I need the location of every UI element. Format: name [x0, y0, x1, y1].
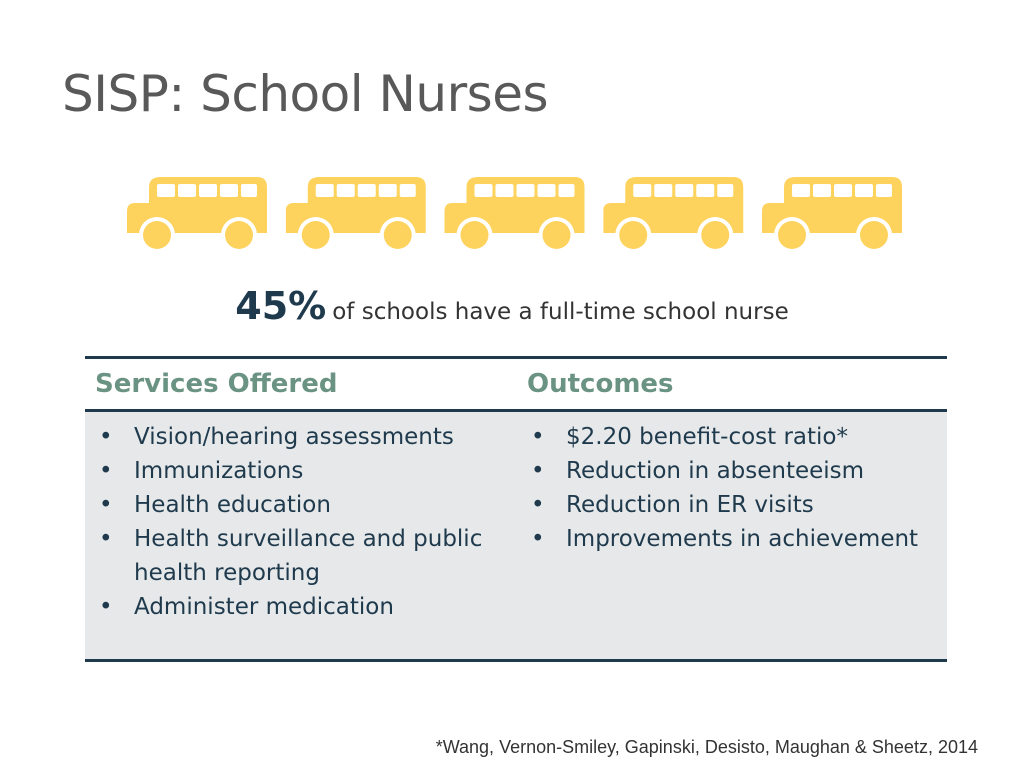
- service-item: Vision/hearing assessments: [134, 424, 454, 450]
- school-bus-icon: [127, 177, 267, 253]
- school-bus-icon: [603, 177, 743, 253]
- bullet-icon: •: [531, 424, 545, 450]
- stat-line: [0, 284, 1024, 328]
- bullet-icon: •: [99, 526, 113, 552]
- school-bus-icon: [762, 177, 902, 253]
- list-item: [527, 522, 927, 556]
- service-item: Health education: [134, 492, 331, 518]
- services-outcomes-table: [85, 356, 947, 662]
- outcome-item: Reduction in ER visits: [566, 492, 814, 518]
- list-item: [95, 590, 515, 624]
- list-item: [95, 488, 515, 522]
- slide-title: SISP: School Nurses: [62, 65, 549, 123]
- outcomes-list: [527, 420, 927, 556]
- bus-pictograph: [127, 175, 902, 255]
- services-list: [95, 420, 515, 624]
- service-item: Administer medication: [134, 594, 394, 620]
- bullet-icon: •: [99, 424, 113, 450]
- services-header: Services Offered: [95, 369, 338, 399]
- school-bus-icon: [286, 177, 426, 253]
- bus-pictograph-graphic: [127, 175, 902, 255]
- citation: *Wang, Vernon-Smiley, Gapinski, Desisto, Maughan & Sheetz, 2014: [435, 737, 978, 757]
- bullet-icon: •: [531, 526, 545, 552]
- table-header: [85, 359, 947, 412]
- list-item: [527, 488, 927, 522]
- bullet-icon: •: [99, 492, 113, 518]
- table-body: [85, 412, 947, 659]
- list-item: [527, 420, 927, 454]
- stat-text: of schools have a full-time school nurse: [332, 299, 789, 325]
- outcome-item: $2.20 benefit-cost ratio*: [566, 424, 848, 450]
- bullet-icon: •: [531, 492, 545, 518]
- list-item: [527, 454, 927, 488]
- outcome-item: Improvements in achievement: [566, 526, 919, 552]
- stat-value: 45%: [235, 284, 327, 328]
- outcomes-header: Outcomes: [527, 369, 674, 399]
- bullet-icon: •: [99, 594, 113, 620]
- list-item: [95, 522, 515, 590]
- service-item: Health surveillance and public health reporting: [134, 526, 483, 586]
- service-item: Immunizations: [134, 458, 304, 484]
- list-item: [95, 420, 515, 454]
- bullet-icon: •: [531, 458, 545, 484]
- school-bus-icon: [445, 177, 585, 253]
- bullet-icon: •: [99, 458, 113, 484]
- list-item: [95, 454, 515, 488]
- outcome-item: Reduction in absenteeism: [566, 458, 865, 484]
